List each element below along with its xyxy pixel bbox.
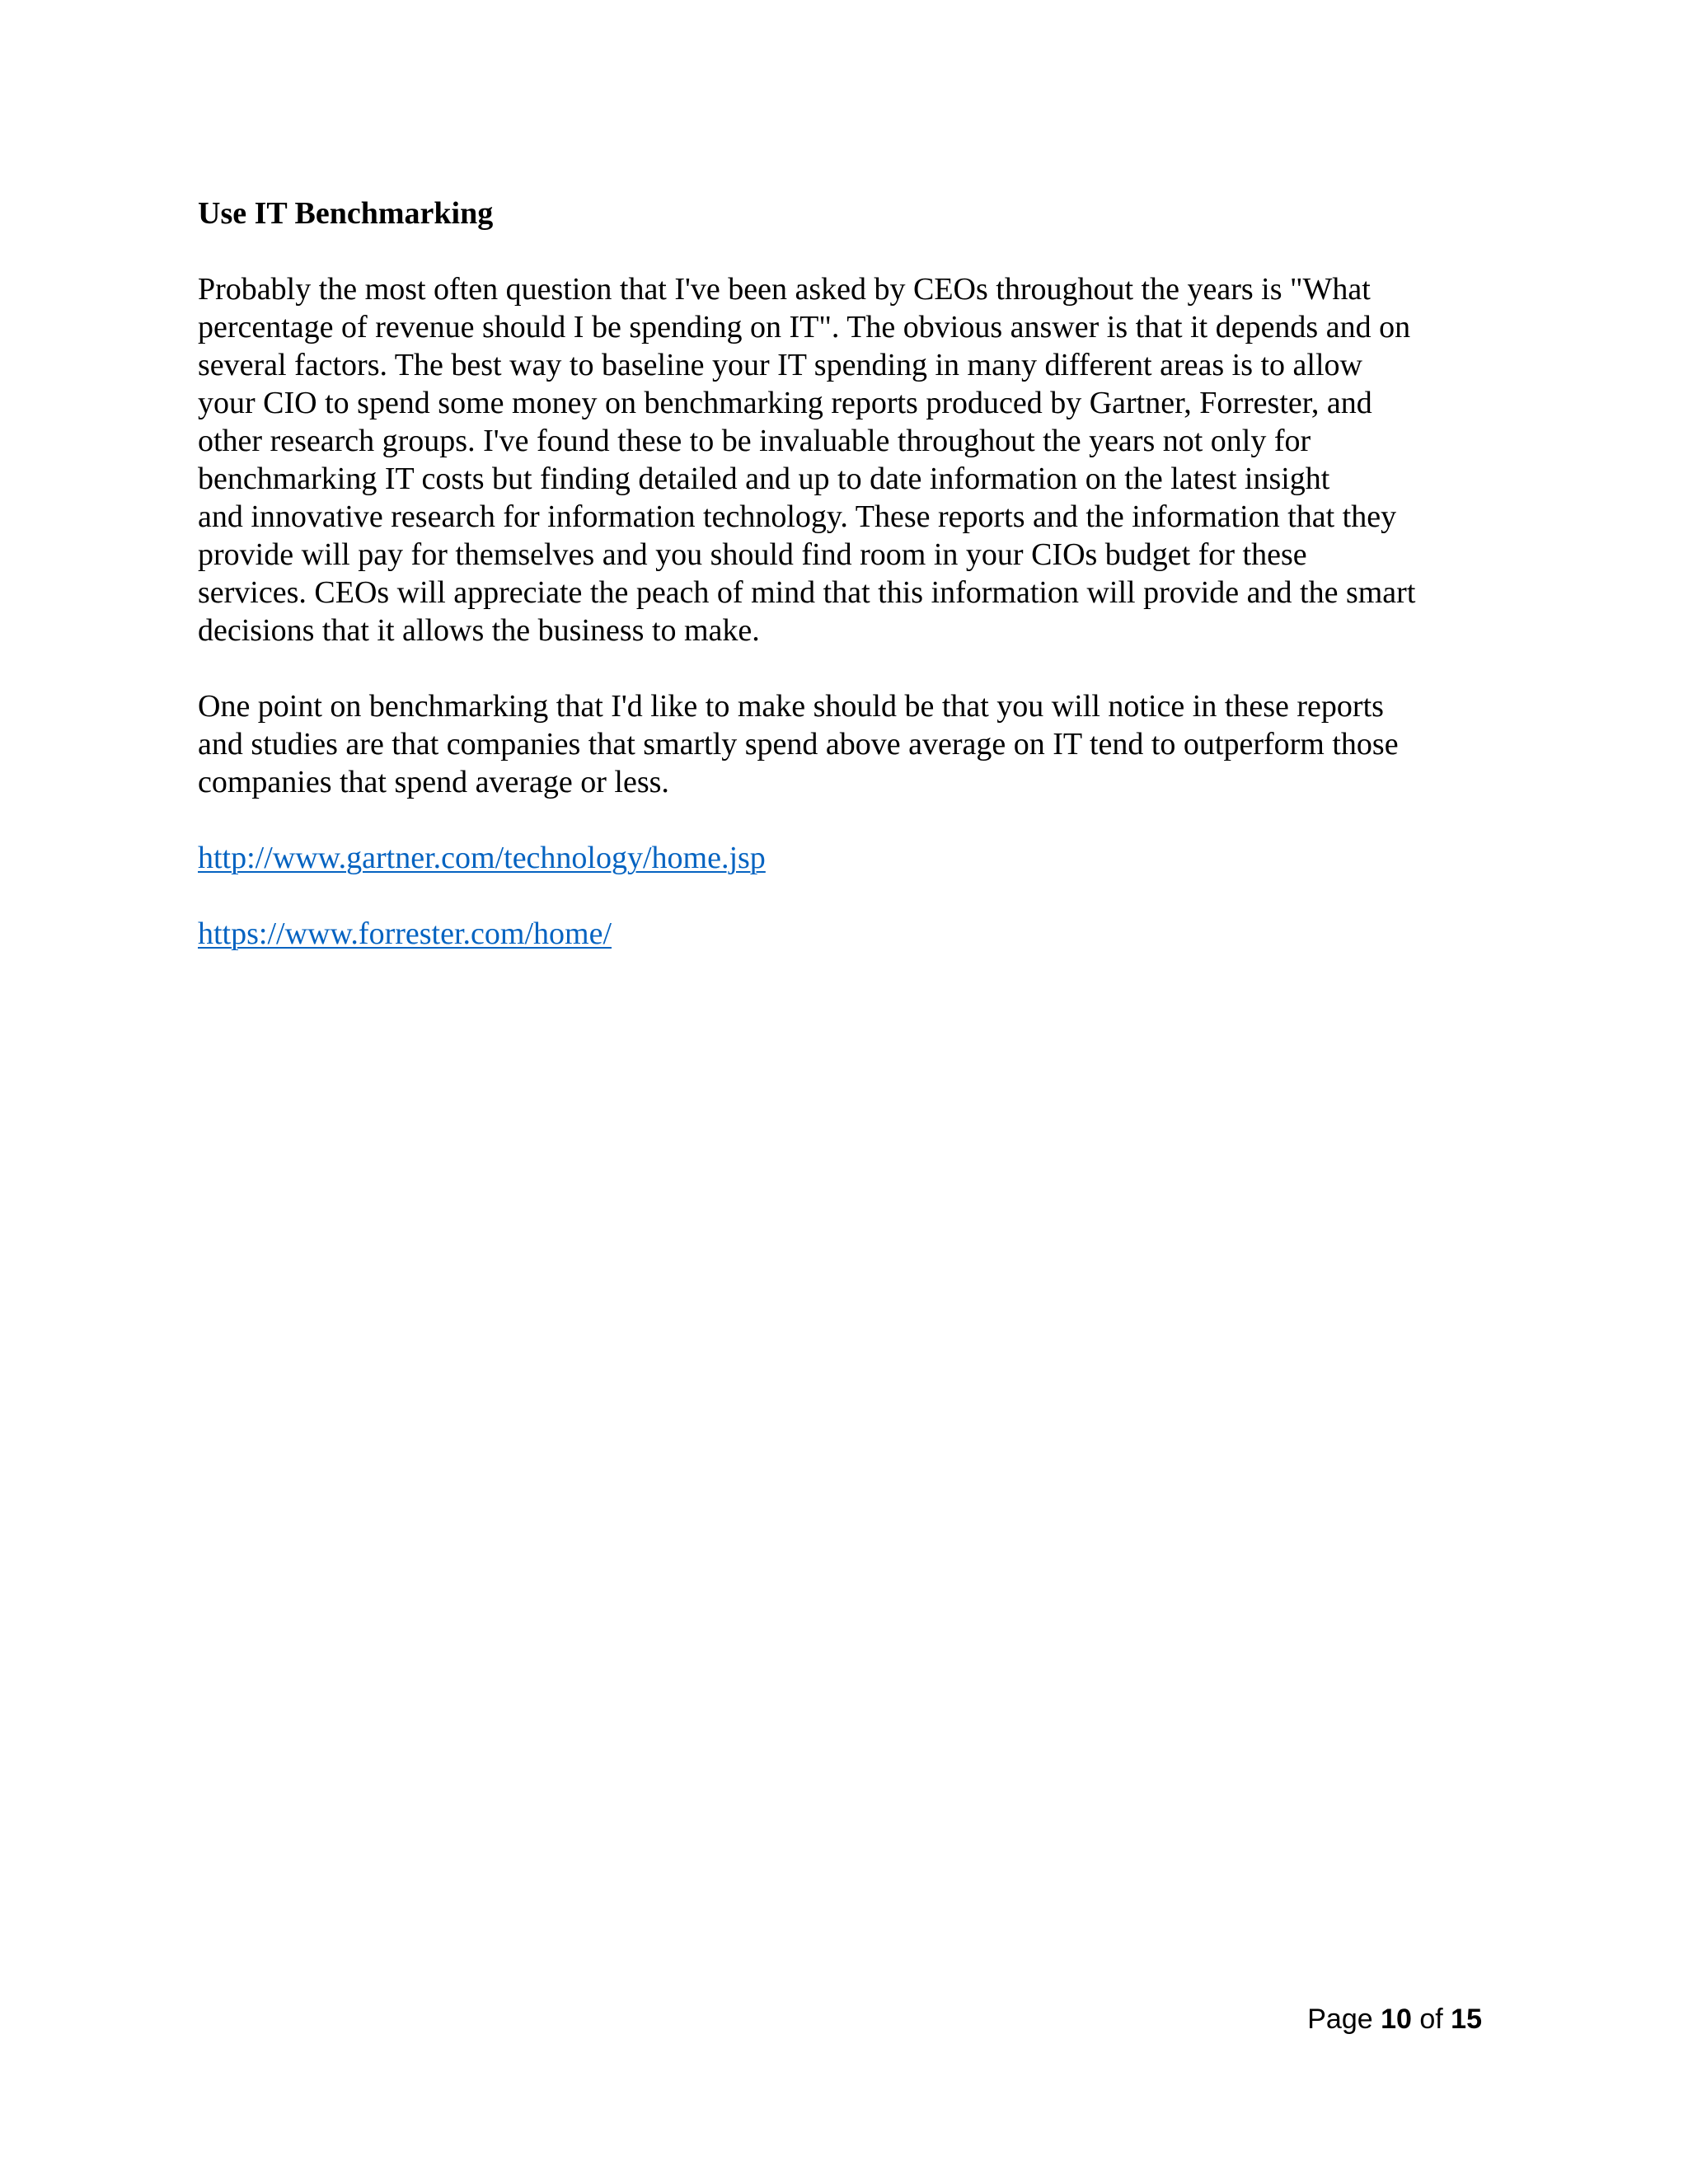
forrester-link-paragraph (198, 915, 1492, 953)
paragraph-line: services. CEOs will appreciate the peach of mind that this information will provide and the smart (198, 575, 1416, 610)
paragraph-line: companies that spend average or less. (198, 765, 669, 799)
gartner-link-paragraph (198, 839, 1492, 877)
paragraph-line: and innovative research for information technology. These reports and the information that they (198, 499, 1397, 534)
section-heading: Use IT Benchmarking (198, 196, 494, 231)
current-page-number: 10 (1381, 2004, 1412, 2035)
paragraph-line: several factors. The best way to baseline your IT spending in many different areas is to allow (198, 348, 1362, 382)
paragraph-benchmarking-point (198, 687, 1492, 801)
paragraph-line: One point on benchmarking that I'd like to make should be that you will notice in these reports (198, 689, 1384, 724)
paragraph-line: percentage of revenue should I be spending on IT". The obvious answer is that it depends and on (198, 310, 1411, 344)
page-label: Page (1307, 2004, 1381, 2035)
paragraph-line: Probably the most often question that I've been asked by CEOs throughout the years is "What (198, 272, 1371, 307)
paragraph-benchmarking-intro (198, 270, 1492, 649)
page-number-footer (1307, 2003, 1482, 2036)
paragraph-line: provide will pay for themselves and you should find room in your CIOs budget for these (198, 537, 1307, 572)
paragraph-line: and studies are that companies that smartly spend above average on IT tend to outperform those (198, 727, 1399, 762)
paragraph-line: other research groups. I've found these to be invaluable throughout the years not only for (198, 424, 1311, 458)
paragraph-line: your CIO to spend some money on benchmarking reports produced by Gartner, Forrester, and (198, 386, 1372, 420)
page-content (198, 194, 1492, 991)
paragraph-line: decisions that it allows the business to make. (198, 613, 760, 648)
paragraph-line: benchmarking IT costs but finding detailed and up to date information on the latest insight (198, 462, 1330, 496)
forrester-link[interactable]: https://www.forrester.com/home/ (198, 916, 612, 951)
gartner-link[interactable]: http://www.gartner.com/technology/home.jsp (198, 841, 766, 875)
total-page-number: 15 (1451, 2004, 1482, 2035)
page-of-label: of (1411, 2004, 1451, 2035)
